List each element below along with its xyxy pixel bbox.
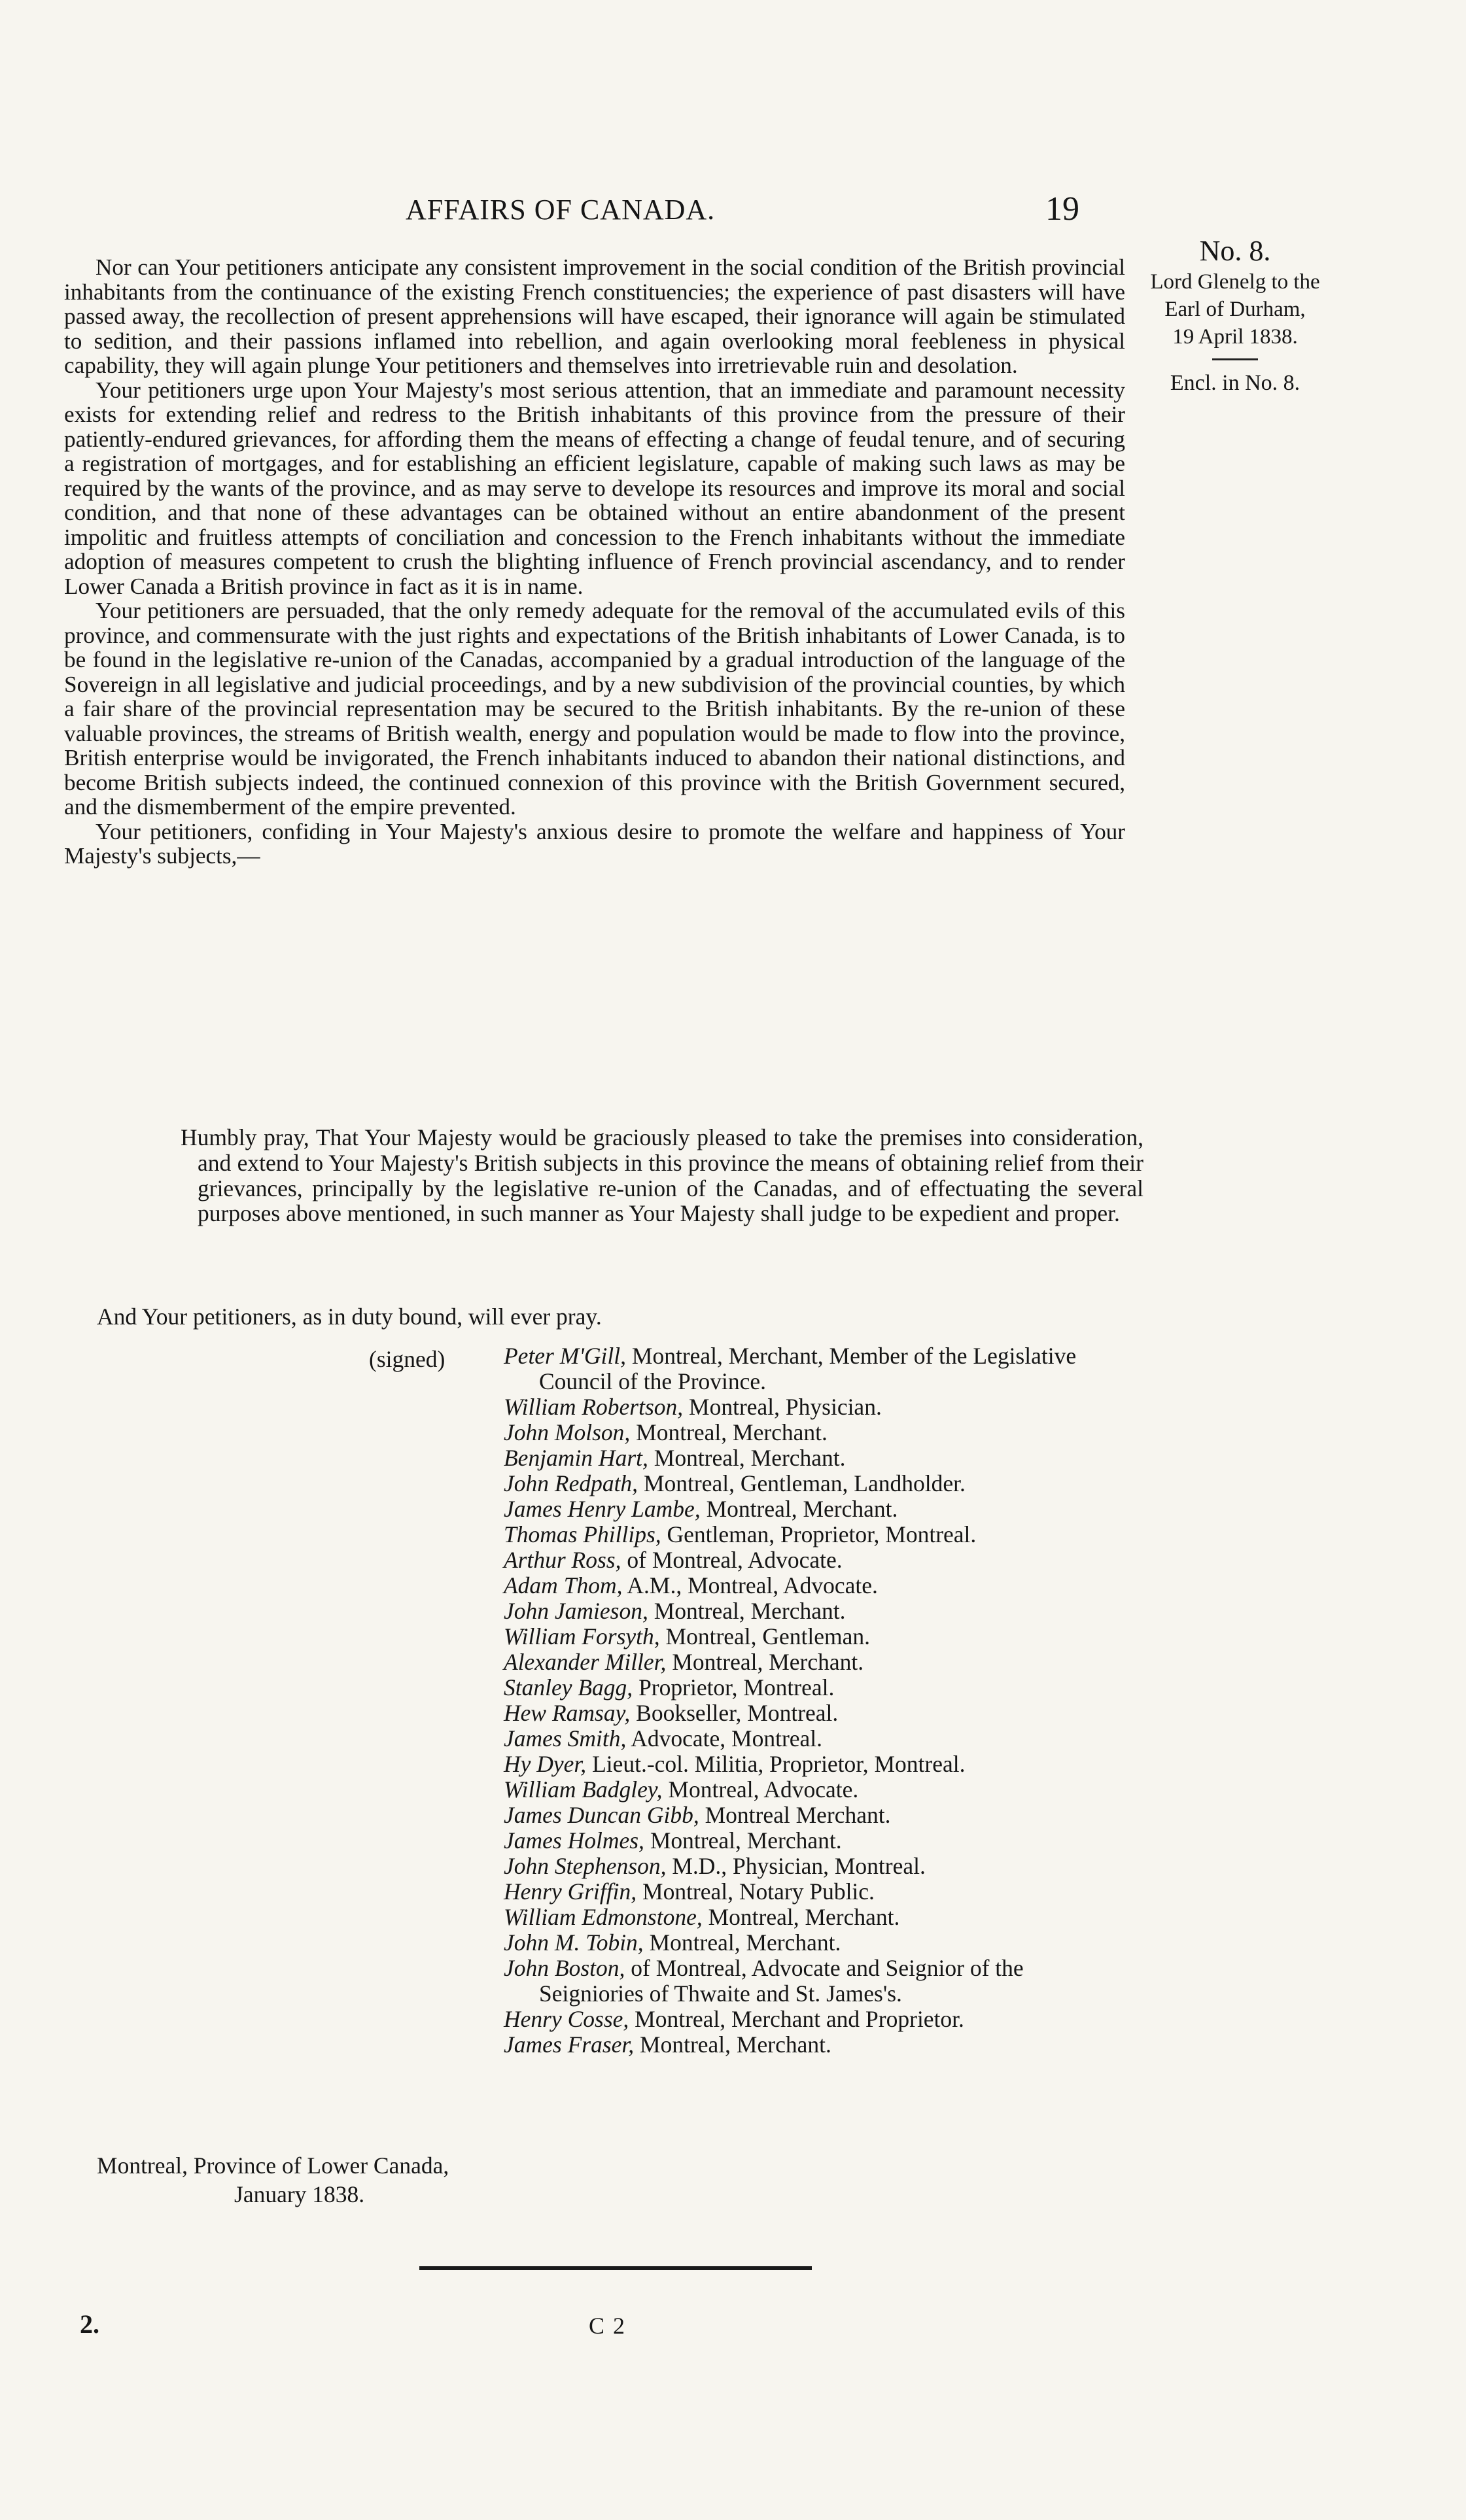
signatory: [504, 1700, 1132, 1726]
signatory-name: William Edmonstone,: [504, 1904, 703, 1930]
signatory-detail: Montreal, Merchant.: [702, 1904, 900, 1930]
petition-body: [64, 255, 1125, 869]
signatory: [504, 1471, 1132, 1496]
signatory-detail: Montreal, Advocate.: [662, 1776, 859, 1803]
signatory-name: William Forsyth,: [504, 1623, 660, 1649]
signatory-name: John Molson,: [504, 1419, 631, 1445]
signatory-detail: M.D., Physician, Montreal.: [666, 1853, 926, 1879]
signatory-detail: Montreal, Merchant.: [648, 1598, 846, 1624]
margin-note-divider: [1212, 358, 1258, 360]
signatory-name: Peter M'Gill,: [504, 1343, 627, 1369]
margin-note-line: Lord Glenelg to the: [1150, 270, 1320, 294]
signatory-name: John M. Tobin,: [504, 1929, 644, 1956]
signatory-detail: Montreal, Merchant.: [644, 1827, 842, 1854]
paragraph: Your petitioners are persuaded, that the only remedy adequate for the removal of the accumulated evils of this province, and commensurate with the just rights and expectations of the British inhabitants of Lower Canada, is to be found in the legislative re-union of the Canadas, accompanied by a gradual introduction of the language of the Sovereign in all legislative and judicial proceedings, and by a new subdivision of the provincial counties, by which a fair share of the provincial representation may be secured to the British inhabitants. By the re-union of these valuable provinces, the streams of British wealth, energy and population would be made to flow into the province, British enterprise would be invigorated, the French inhabitants induced to abandon their national distinctions, and become British subjects indeed, the continued connexion of this province with the British Government secured, and the dismemberment of the empire prevented.: [64, 598, 1125, 820]
section-rule: [419, 2266, 812, 2270]
signatory: [504, 1547, 1132, 1573]
signatory: [504, 1930, 1132, 1956]
signatory-detail: Montreal, Gentleman, Landholder.: [638, 1470, 966, 1496]
signatory-name: Thomas Phillips,: [504, 1521, 661, 1547]
signatory-name: Hew Ramsay,: [504, 1700, 631, 1726]
signatory: [504, 1420, 1132, 1445]
signatory: [504, 1394, 1132, 1420]
signatory: [504, 1777, 1132, 1803]
signatory-name: William Robertson,: [504, 1394, 684, 1420]
signatory-detail: of Montreal, Advocate.: [621, 1547, 843, 1573]
closing-line: And Your petitioners, as in duty bound, will ever pray.: [97, 1303, 602, 1330]
signatory: [504, 1956, 1132, 2007]
signatory-detail: Montreal, Merchant.: [634, 2031, 831, 2058]
signatory-name: James Duncan Gibb,: [504, 1802, 699, 1828]
page-number: 19: [1045, 190, 1079, 228]
signatory: [504, 1624, 1132, 1649]
signatory: [504, 1752, 1132, 1777]
signatory-name: Alexander Miller,: [504, 1649, 667, 1675]
paragraph: Your petitioners urge upon Your Majesty's most serious attention, that an immediate and paramount necessity exists for extending relief and redress to the British inhabitants of this province from the pressure of their patiently-endured grievances, for affording them the means of effecting a change of feudal tenure, and of securing a registration of mortgages, and for establishing an efficient legislature, capable of making such laws as may be required by the wants of the province, and as may serve to develope its resources and improve its moral and social condition, and that none of these advantages can be obtained without an entire abandonment of the present impolitic and fruitless attempts of conciliation and concession to the French inhabitants without the immediate adoption of measures competent to crush the blighting influence of French provincial ascendancy, and to render Lower Canada a British province in fact as it is in name.: [64, 377, 1125, 599]
signatory-detail: Montreal, Merchant.: [630, 1419, 828, 1445]
signatory-detail: Bookseller, Montreal.: [630, 1700, 839, 1726]
signatory-detail: Montreal, Notary Public.: [637, 1878, 875, 1905]
signatory-detail: Lieut.-col. Militia, Proprietor, Montreal.: [586, 1751, 966, 1777]
signatory: [504, 1522, 1132, 1547]
paragraph: Nor can Your petitioners anticipate any consistent improvement in the social condition of the British provincial inhabitants from the continuance of the existing French constituencies; the experience of past disasters will have passed away, the recollection of present apprehensions will have escaped, their ignorance will again be stimulated to sedition, and their passions inflamed into rebellion, and again overlooking moral feebleness in physical capability, they will again plunge Your petitioners and themselves into irretrievable ruin and desolation.: [64, 254, 1125, 378]
signatory-detail: Gentleman, Proprietor, Montreal.: [661, 1521, 977, 1547]
signatory: [504, 1828, 1132, 1854]
signatory-detail: Montreal, Merchant.: [700, 1496, 898, 1522]
signed-label: (signed): [369, 1346, 445, 1372]
signatory-name: Benjamin Hart,: [504, 1445, 648, 1471]
signatory: [504, 1496, 1132, 1522]
signatory-name: John Boston,: [504, 1955, 625, 1981]
signatory-name: Henry Cosse,: [504, 2006, 629, 2032]
signatory-list: [504, 1343, 1132, 2058]
signatory-detail: Montreal, Merchant.: [643, 1929, 841, 1956]
signatory-name: John Jamieson,: [504, 1598, 648, 1624]
signatory: [504, 1726, 1132, 1752]
signatory-name: James Fraser,: [504, 2031, 635, 2058]
signatory: [504, 1649, 1132, 1675]
date-line: January 1838.: [234, 2181, 365, 2207]
signatory: [504, 1573, 1132, 1598]
signatory-detail: Montreal Merchant.: [699, 1802, 891, 1828]
signatory-name: Stanley Bagg,: [504, 1674, 633, 1700]
signatory-name: William Badgley,: [504, 1776, 663, 1803]
signatory-detail: Montreal, Merchant and Proprietor.: [629, 2006, 964, 2032]
signatory: [504, 1879, 1132, 1905]
signatory-name: James Henry Lambe,: [504, 1496, 701, 1522]
signatory-name: James Smith,: [504, 1725, 627, 1752]
signatory-detail: Advocate, Montreal.: [626, 1725, 823, 1752]
margin-note-number: No. 8.: [1199, 235, 1271, 267]
margin-note-line: 19 April 1838.: [1172, 325, 1298, 349]
signatory-detail: Montreal, Merchant.: [648, 1445, 846, 1471]
signatory-name: John Stephenson,: [504, 1853, 667, 1879]
page-title: AFFAIRS OF CANADA.: [406, 194, 716, 226]
signatory-detail: Montreal, Physician.: [683, 1394, 882, 1420]
signatory: [504, 1803, 1132, 1828]
signatory-name: Henry Griffin,: [504, 1878, 637, 1905]
footer-number: 2.: [80, 2309, 99, 2339]
signatory-detail: A.M., Montreal, Advocate.: [622, 1572, 878, 1598]
signatory: [504, 1854, 1132, 1879]
signature-mark: C 2: [589, 2313, 627, 2339]
margin-note-line: Earl of Durham,: [1164, 298, 1306, 321]
signatory-name: John Redpath,: [504, 1470, 638, 1496]
signatory-name: James Holmes,: [504, 1827, 644, 1854]
signatory: [504, 1905, 1132, 1930]
margin-note-enclosure: Encl. in No. 8.: [1170, 371, 1300, 395]
place-line: Montreal, Province of Lower Canada,: [97, 2152, 449, 2179]
signatory-detail: Montreal, Merchant.: [666, 1649, 864, 1675]
paragraph: Your petitioners, confiding in Your Majesty's anxious desire to promote the welfare and happiness of Your Majesty's subjects,—: [64, 818, 1125, 869]
signatory: [504, 2007, 1132, 2032]
signatory: [504, 1343, 1132, 1394]
signatory-detail: Montreal, Merchant, Member of the Legislative Council of the Province.: [539, 1343, 1077, 1394]
signatory-name: Hy Dyer,: [504, 1751, 587, 1777]
signatory-detail: of Montreal, Advocate and Seignior of the Seigniories of Thwaite and St. James's.: [539, 1955, 1024, 2007]
prayer-paragraph: Humbly pray, That Your Majesty would be graciously pleased to take the premises into consideration, and extend to Your Majesty's British subjects in this province the means of obtaining relief from their grievances, principally by the legislative re-union of the Canadas, and of effectuating the several purposes above mentioned, in such manner as Your Majesty shall judge to be expedient and proper.: [181, 1124, 1143, 1227]
signatory-detail: Montreal, Gentleman.: [659, 1623, 871, 1649]
signatory: [504, 2032, 1132, 2058]
signatory: [504, 1598, 1132, 1624]
signatory: [504, 1445, 1132, 1471]
signatory-name: Arthur Ross,: [504, 1547, 621, 1573]
signatory: [504, 1675, 1132, 1700]
signatory-detail: Proprietor, Montreal.: [633, 1674, 835, 1700]
signatory-name: Adam Thom,: [504, 1572, 623, 1598]
margin-note: [1130, 234, 1340, 397]
